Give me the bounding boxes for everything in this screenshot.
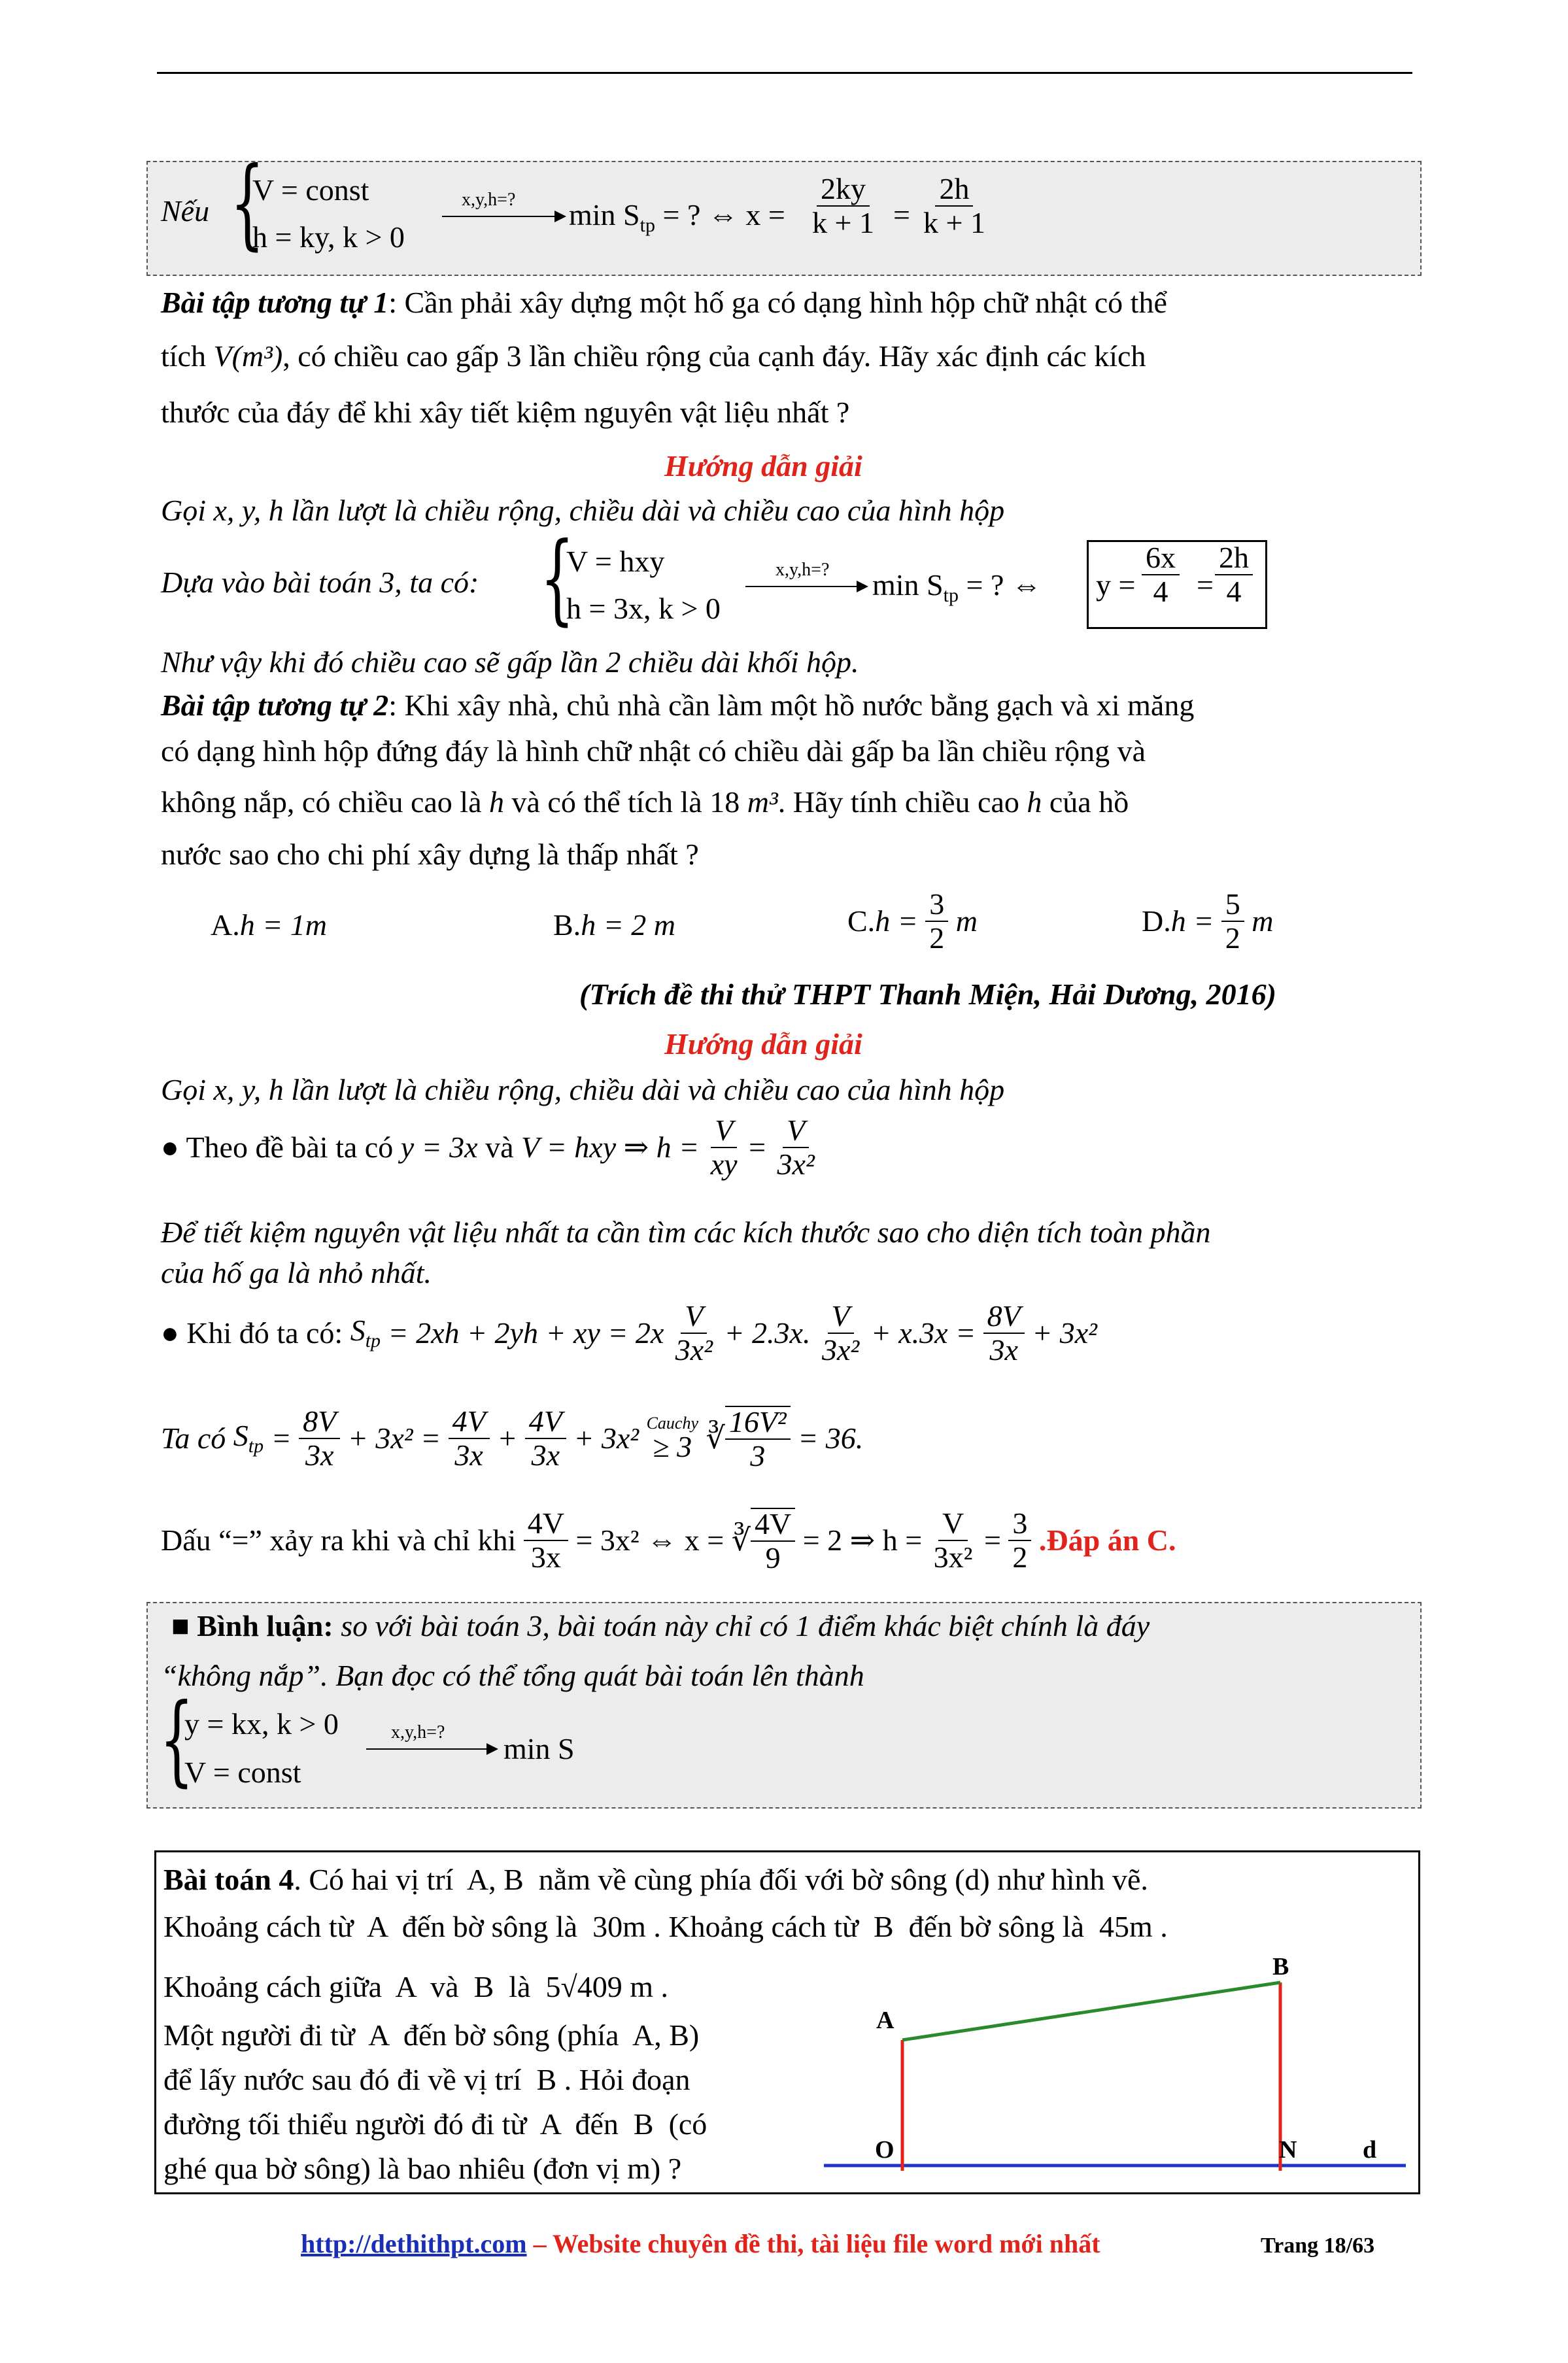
ex2-source: (Trích đề thi thử THPT Thanh Miện, Hải Dương, 2016) — [579, 978, 1276, 1011]
p4-line2: Khoảng cách từ A đến bờ sông là 30m . Khoảng cách từ B đến bờ sông là 45m . — [163, 1910, 1168, 1943]
option-b: B.h = 2 m — [553, 908, 675, 942]
ex1-arrow — [745, 586, 866, 587]
option-c: C.h = $\frac{3}{2}$ m — [847, 887, 978, 955]
header-rule — [157, 72, 1412, 74]
comment-sys2: V = const — [184, 1756, 301, 1789]
page-number: Trang 18/63 — [1261, 2234, 1375, 2258]
footer-link[interactable]: http://dethithpt.com — [301, 2229, 527, 2258]
label-A: A — [876, 2007, 895, 2034]
option-a: A.h = 1m — [211, 908, 327, 942]
ex2-bullet-1: ● Theo đề bài ta có y = 3x và V = hxy ⇒ h = $\frac{V}{xy}$ = $\frac{V}{\text{3x²}}$ — [161, 1114, 815, 1181]
p4-line6: đường tối thiểu người đó đi từ A đến B (có — [163, 2107, 707, 2141]
ex1-eq: = — [1197, 568, 1214, 602]
ex1-line2: tích V(m³), có chiều cao gấp 3 lần chiều rộng của cạnh đáy. Hãy xác định các kích — [161, 339, 1146, 373]
fraction-1: $\frac{2ky}{k + 1}$ — [812, 172, 874, 239]
system-line-1: V = const — [252, 173, 369, 207]
footer-link-line: http://dethithpt.com – Website chuyên đề thi, tài liệu file word mới nhất — [301, 2229, 1100, 2258]
ex1-brace: { — [540, 522, 575, 636]
p4-line3: Khoảng cách giữa A và B là 5√409 m . — [163, 1970, 668, 2003]
arrow-label: x,y,h=? — [462, 190, 516, 210]
ex1-box-y: y = — [1096, 568, 1136, 602]
comment-arrow-label: x,y,h=? — [391, 1722, 445, 1742]
ex1-frac2: $\frac{2h}{4}$ — [1215, 543, 1253, 607]
system-brace: { — [230, 146, 265, 260]
label-d: d — [1363, 2136, 1377, 2164]
fraction-2: $\frac{2h}{k + 1}$ — [923, 172, 985, 239]
ex1-line1: Bài tập tương tự 1: Cần phải xây dựng một hố ga có dạng hình hộp chữ nhật có thể — [161, 286, 1167, 319]
comment-line-2: “không nắp”. Bạn đọc có thể tổng quát bài toán lên thành — [161, 1659, 864, 1692]
comment-brace: { — [160, 1683, 194, 1797]
ex1-guide-3: Như vậy khi đó chiều cao sẽ gấp lần 2 chiều dài khối hộp. — [161, 645, 859, 679]
equals: = — [893, 198, 910, 231]
label-N: N — [1279, 2136, 1297, 2164]
arrow — [442, 216, 564, 217]
ex2-bullet-4: Dấu “=” xảy ra khi và chỉ khi $\frac{4V}{3x}$ = 3x² ⇔ x = ∛ $\frac{4V}{9}$ = 2 ⇒ h = $\frac{V}{\text{3x²}}$ = $\frac{3}{2}$ .Đáp án C. — [161, 1506, 1176, 1574]
ex2-line1: Bài tập tương tự 2: Khi xây nhà, chủ nhà cần làm một hồ nước bằng gạch và xi măng — [161, 688, 1195, 722]
comment-line-1: ■ Bình luận: so với bài toán 3, bài toán này chỉ có 1 điểm khác biệt chính là đáy — [171, 1609, 1150, 1642]
p4-line7: ghé qua bờ sông) là bao nhiêu (đơn vị m) ? — [163, 2152, 682, 2185]
ex2-guide-title: Hướng dẫn giải — [664, 1027, 862, 1061]
system-line-2: h = ky, k > 0 — [252, 220, 405, 254]
ex2-line3: không nắp, có chiều cao là h và có thể tích là 18 m³. Hãy tính chiều cao h của hồ — [161, 785, 1129, 819]
p4-line4: Một người đi từ A đến bờ sông (phía A, B) — [163, 2018, 700, 2052]
comment-arrow — [366, 1748, 496, 1750]
ex2-guide-2b: của hố ga là nhỏ nhất. — [161, 1256, 432, 1289]
ex1-min: $\min S_{tp}$ = ? ⇔ — [872, 568, 1042, 607]
p4-line1: Bài toán 4. Có hai vị trí A, B nằm về cùng phía đối với bờ sông (d) như hình vẽ. — [163, 1863, 1148, 1896]
comment-min: min S — [503, 1732, 575, 1765]
option-d: D.h = $\frac{5}{2}$ m — [1142, 887, 1274, 955]
ex2-line4: nước sao cho chi phí xây dựng là thấp nhất ? — [161, 838, 699, 871]
ex2-guide-1: Gọi x, y, h lần lượt là chiều rộng, chiều dài và chiều cao của hình hộp — [161, 1073, 1005, 1106]
ex1-guide-title: Hướng dẫn giải — [664, 449, 862, 483]
ex1-sys2: h = 3x, k > 0 — [566, 592, 721, 625]
ex2-bullet-2: ● Khi đó ta có: $S_{tp} = 2xh + 2yh$ + xy = 2x $\frac{V}{\text{3x²}}$ + 2.3x. $\frac{V}{\text{3x²}}$ + x.3x = $\frac{8V}{3x}$ + 3x² — [161, 1299, 1097, 1367]
ex1-sys1: V = hxy — [566, 545, 665, 578]
river-diagram — [811, 1955, 1419, 2197]
ex1-line3: thước của đáy để khi xây tiết kiệm nguyên vật liệu nhất ? — [161, 396, 850, 429]
label-O: O — [875, 2136, 895, 2164]
ex2-bullet-3: Ta có $S_{tp}$ = $\frac{8V}{3x}$ + 3x² = $\frac{4V}{3x}$ + $\frac{4V}{3x}$ + 3x² Cauchy ≥ 3 ∛ $\frac{\text{16V²}}{3}$ = 36. — [161, 1404, 864, 1472]
p4-line5: để lấy nước sau đó đi về vị trí B . Hỏi đoạn — [163, 2063, 690, 2096]
min-expr: $\min S_{tp}$ = ? ⇔ x = — [569, 198, 785, 237]
ex2-line2: có dạng hình hộp đứng đáy là hình chữ nhật có chiều dài gấp ba lần chiều rộng và — [161, 734, 1146, 768]
comment-sys1: y = kx, k > 0 — [184, 1707, 339, 1741]
ex1-guide-2: Dựa vào bài toán 3, ta có: — [161, 566, 479, 599]
ex1-guide-1: Gọi x, y, h lần lượt là chiều rộng, chiều dài và chiều cao của hình hộp — [161, 494, 1005, 527]
ex1-frac1: $\frac{6x}{4}$ — [1142, 543, 1180, 607]
ex1-arrow-label: x,y,h=? — [775, 560, 830, 580]
label-B: B — [1272, 1955, 1289, 1980]
segment-AB — [902, 1982, 1280, 2040]
ex2-guide-2a: Để tiết kiệm nguyên vật liệu nhất ta cần tìm các kích thước sao cho diện tích toàn phần — [161, 1216, 1211, 1249]
neu-label: Nếu — [161, 194, 210, 228]
